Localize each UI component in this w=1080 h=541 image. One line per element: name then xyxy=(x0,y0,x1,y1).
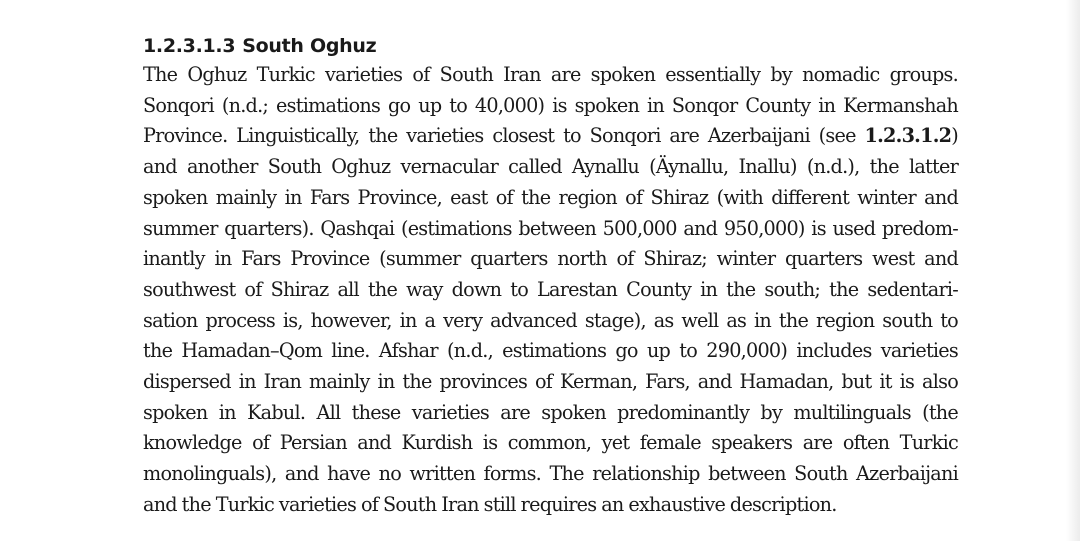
paragraph-line: inantly in Fars Province (summer quarters north of Shiraz; winter quarters west and xyxy=(143,247,958,271)
section-number: 1.2.3.1.3 xyxy=(143,35,236,57)
paragraph-line: summer quarters). Qashqai (estimations between 500,000 and 950,000) is used predom- xyxy=(143,216,958,240)
section-heading xyxy=(143,33,376,59)
paragraph-line: dispersed in Iran mainly in the provinces of Kerman, Fars, and Hamadan, but it is also xyxy=(143,370,958,394)
paragraph-line: sation process is, however, in a very advanced stage), as well as in the region south to xyxy=(143,308,958,332)
paragraph-line: and another South Oghuz vernacular called Aynallu (Äynallu, Inallu) (n.d.), the latter xyxy=(143,155,958,179)
body-paragraph xyxy=(143,60,958,521)
page-edge-shadow xyxy=(1066,0,1080,541)
paragraph-line: knowledge of Persian and Kurdish is common, yet female speakers are often Turkic xyxy=(143,431,958,455)
paragraph-line: monolinguals), and have no written forms. The relationship between South Azerbaijani xyxy=(143,462,958,486)
paragraph-line: The Oghuz Turkic varieties of South Iran are spoken essentially by nomadic groups. xyxy=(143,63,958,86)
paragraph-line: spoken in Kabul. All these varieties are spoken predominantly by multilinguals (the xyxy=(143,400,958,424)
cross-reference-link[interactable]: 1.2.3.1.2 xyxy=(864,124,952,148)
section-title: South Oghuz xyxy=(242,35,377,57)
cross-reference-close: ) xyxy=(951,124,958,148)
paragraph-line-text: Province. Linguistically, the varieties closest to Sonqori are Azerbaijani (see xyxy=(143,124,865,148)
paragraph-line: the Hamadan–Qom line. Afshar (n.d., estimations go up to 290,000) includes varieties xyxy=(143,339,958,363)
paragraph-line: and the Turkic varieties of South Iran still requires an exhaustive description. xyxy=(143,492,837,516)
paragraph-line: spoken mainly in Fars Province, east of the region of Shiraz (with different winter and xyxy=(143,185,958,209)
paragraph-line: southwest of Shiraz all the way down to Larestan County in the south; the sedentari- xyxy=(143,277,958,301)
paragraph-line: Sonqori (n.d.; estimations go up to 40,000) is spoken in Sonqor County in Kermanshah xyxy=(143,93,958,117)
paragraph-line xyxy=(143,121,958,152)
